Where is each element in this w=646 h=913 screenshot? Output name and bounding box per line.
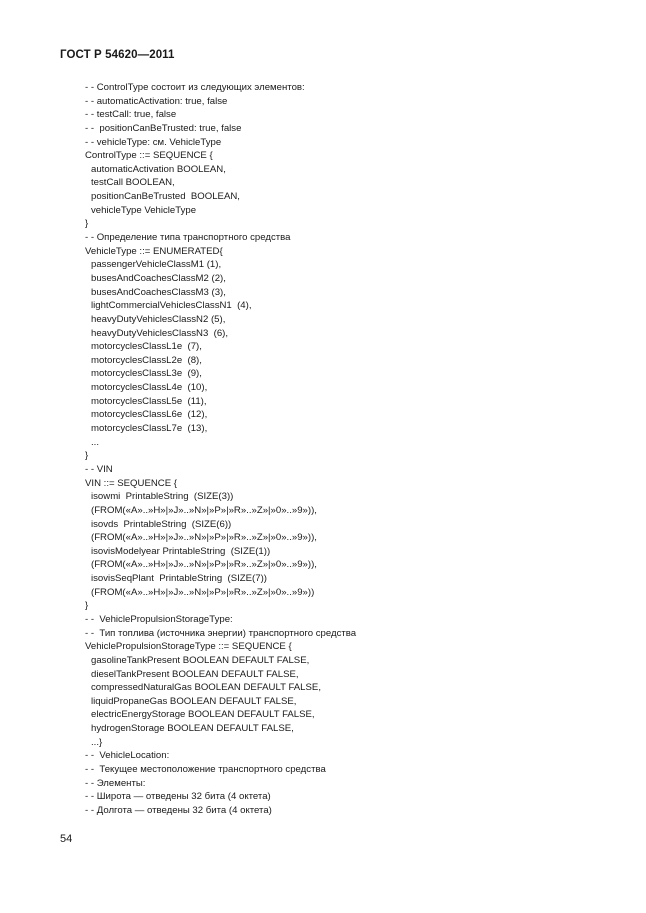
- code-line: VehiclePropulsionStorageType ::= SEQUENCE {: [85, 641, 292, 653]
- code-line: - - testCall: true, false: [85, 109, 177, 121]
- code-line: isovisSeqPlant PrintableString (SIZE(7)): [91, 573, 267, 585]
- code-line: - - positionCanBeTrusted: true, false: [85, 122, 242, 134]
- code-line: testCall BOOLEAN,: [91, 177, 175, 189]
- code-line: motorcyclesClassL5e (11),: [91, 395, 207, 407]
- code-line: - - Определение типа транспортного средства: [85, 232, 291, 244]
- code-line: dieselTankPresent BOOLEAN DEFAULT FALSE,: [91, 668, 299, 680]
- code-line: - - VehicleLocation:: [85, 750, 170, 762]
- code-line: ...: [91, 436, 99, 448]
- code-line: - - VIN: [85, 463, 113, 475]
- code-line: motorcyclesClassL3e (9),: [91, 368, 202, 380]
- code-line: busesAndCoachesClassM3 (3),: [91, 286, 226, 298]
- code-line: VIN ::= SEQUENCE {: [85, 477, 177, 489]
- code-line: positionCanBeTrusted BOOLEAN,: [91, 191, 240, 203]
- code-line: isovds PrintableString (SIZE(6)): [91, 518, 232, 530]
- code-line: vehicleType VehicleType: [91, 204, 197, 216]
- code-line: isovisModelyear PrintableString (SIZE(1)): [91, 545, 271, 557]
- code-line: (FROM(«A»..»H»|»J»..»N»|»P»|»R»..»Z»|»0»..»9»)),: [91, 532, 317, 544]
- code-line: motorcyclesClassL6e (12),: [91, 409, 208, 421]
- page-number: 54: [60, 833, 73, 845]
- code-line: - - Текущее местоположение транспортного средства: [85, 764, 326, 776]
- code-line: automaticActivation BOOLEAN,: [91, 163, 226, 175]
- code-line: - - Долгота — отведены 32 бита (4 октета): [85, 804, 272, 816]
- code-line: - - vehicleType: см. VehicleType: [85, 136, 222, 148]
- code-line: (FROM(«A»..»H»|»J»..»N»|»P»|»R»..»Z»|»0»..»9»)),: [91, 504, 317, 516]
- code-line: busesAndCoachesClassM2 (2),: [91, 272, 226, 284]
- code-line: isowmi PrintableString (SIZE(3)): [91, 491, 234, 503]
- code-line: motorcyclesClassL2e (8),: [91, 354, 202, 366]
- code-line: heavyDutyVehiclesClassN2 (5),: [91, 313, 226, 325]
- code-line: heavyDutyVehiclesClassN3 (6),: [91, 327, 229, 339]
- code-line: lightCommercialVehiclesClassN1 (4),: [91, 300, 252, 312]
- code-line: - - Широта — отведены 32 бита (4 октета): [85, 791, 271, 803]
- code-line: electricEnergyStorage BOOLEAN DEFAULT FALSE,: [91, 709, 315, 721]
- code-line: (FROM(«A»..»H»|»J»..»N»|»P»|»R»..»Z»|»0»..»9»)),: [91, 559, 317, 571]
- code-line: liquidPropaneGas BOOLEAN DEFAULT FALSE,: [91, 695, 297, 707]
- code-line: motorcyclesClassL1e (7),: [91, 341, 202, 353]
- code-line: gasolineTankPresent BOOLEAN DEFAULT FALSE,: [91, 654, 310, 666]
- code-line: motorcyclesClassL4e (10),: [91, 382, 208, 394]
- code-line: motorcyclesClassL7e (13),: [91, 423, 208, 435]
- code-line: - - Тип топлива (источника энергии) транспортного средства: [85, 627, 357, 639]
- code-line: - - Элементы:: [85, 777, 146, 789]
- code-line: }: [85, 450, 89, 462]
- code-line: (FROM(«A»..»H»|»J»..»N»|»P»|»R»..»Z»|»0»..»9»)): [91, 586, 315, 598]
- code-line: hydrogenStorage BOOLEAN DEFAULT FALSE,: [91, 723, 294, 735]
- code-line: }: [85, 600, 89, 612]
- page-header-standard-id: ГОСТ Р 54620—2011: [60, 49, 175, 61]
- code-line: compressedNaturalGas BOOLEAN DEFAULT FALSE,: [91, 682, 321, 694]
- code-line: - - VehiclePropulsionStorageType:: [85, 613, 233, 625]
- code-line: - - ControlType состоит из следующих элементов:: [85, 82, 305, 93]
- code-line: VehicleType ::= ENUMERATED{: [85, 245, 223, 257]
- code-line: }: [85, 218, 89, 230]
- code-line: ...}: [91, 736, 103, 748]
- asn1-code-listing: [85, 81, 605, 818]
- code-line: passengerVehicleClassM1 (1),: [91, 259, 222, 271]
- code-line: ControlType ::= SEQUENCE {: [85, 150, 213, 162]
- code-line: - - automaticActivation: true, false: [85, 95, 228, 107]
